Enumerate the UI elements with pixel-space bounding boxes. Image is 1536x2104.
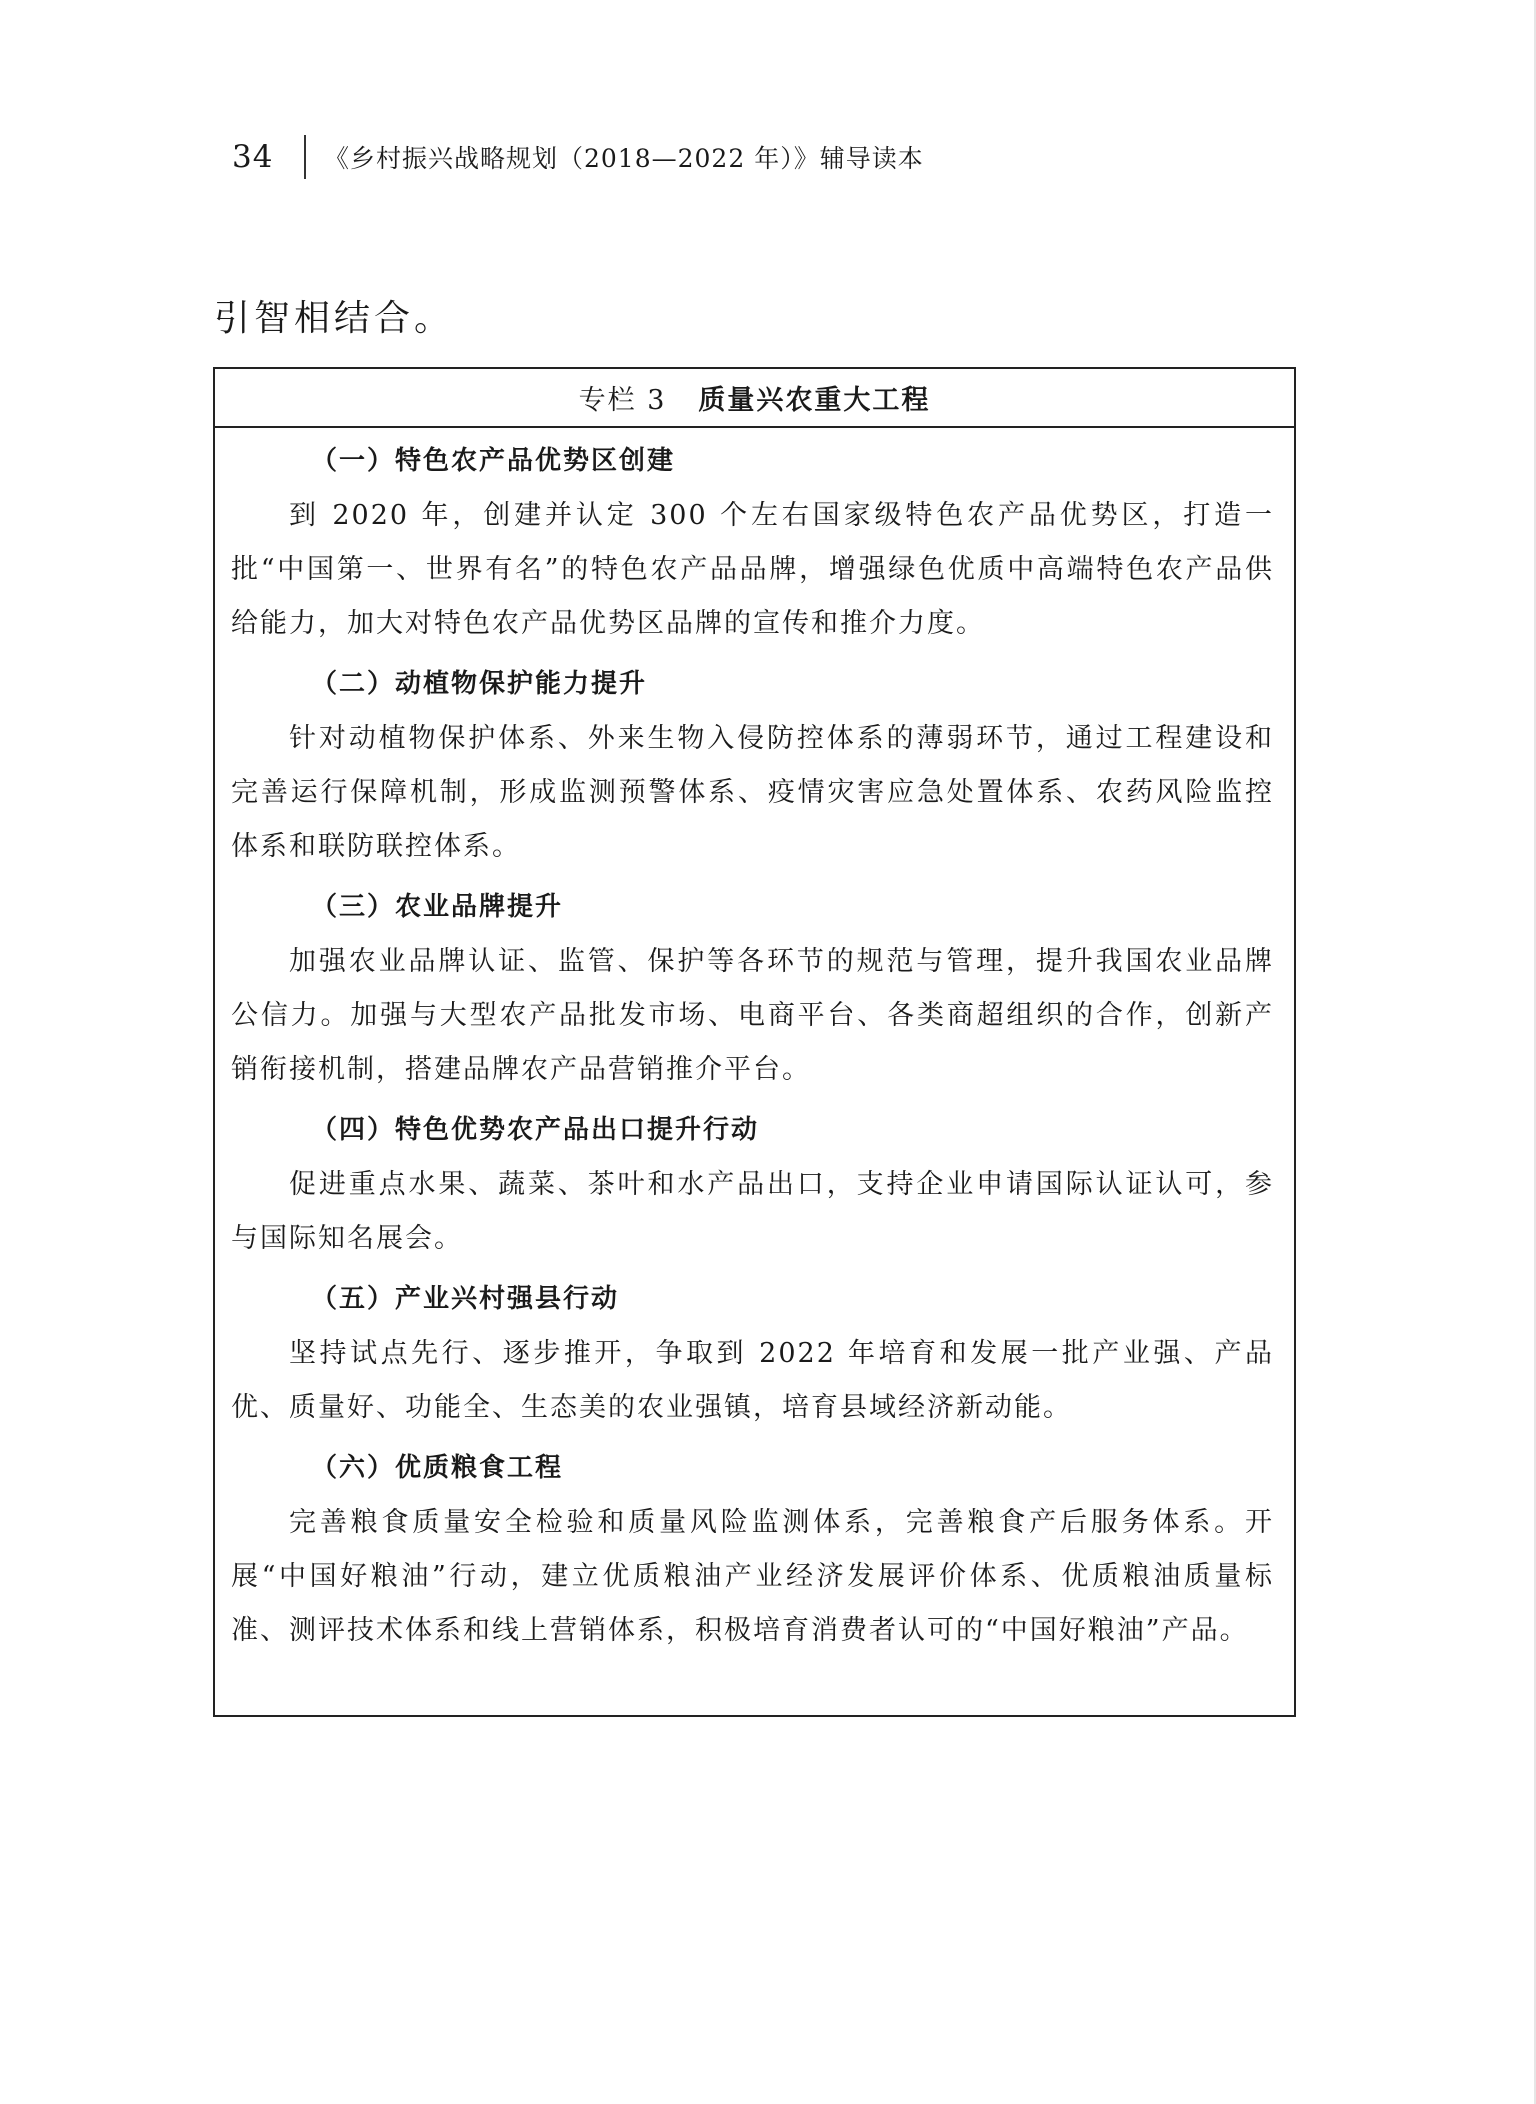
section-3	[231, 883, 1278, 1097]
section-4	[231, 1106, 1278, 1266]
book-title: 《乡村振兴战略规划（2018—2022 年）》辅导读本	[324, 144, 924, 173]
section-text: 促进重点水果、蔬菜、茶叶和水产品出口，支持企业申请国际认证认可，参与国际知名展会。	[231, 1169, 1274, 1254]
section-text: 坚持试点先行、逐步推开，争取到 2022 年培育和发展一批产业强、产品优、质量好、功能全、生态美的农业强镇，培育县域经济新动能。	[231, 1338, 1274, 1423]
feature-box-body	[215, 437, 1294, 1658]
section-heading: （二）动植物保护能力提升	[311, 669, 648, 699]
lead-paragraph-end: 引智相结合。	[214, 298, 455, 339]
section-5	[231, 1275, 1278, 1435]
section-text: 完善粮食质量安全检验和质量风险监测体系，完善粮食产后服务体系。开展“中国好粮油”行动，建立优质粮油产业经济发展评价体系、优质粮油质量标准、测评技术体系和线上营销体系，积极培育消费者认可的“中国好粮油”产品。	[231, 1507, 1274, 1646]
feature-box-header	[215, 369, 1294, 428]
feature-box-title: 质量兴农重大工程	[698, 385, 931, 416]
section-1	[231, 437, 1278, 651]
section-heading: （三）农业品牌提升	[311, 892, 564, 922]
section-heading: （四）特色优势农产品出口提升行动	[311, 1115, 760, 1145]
page-number: 34	[232, 139, 274, 175]
section-text: 加强农业品牌认证、监管、保护等各环节的规范与管理，提升我国农业品牌公信力。加强与大型农产品批发市场、电商平台、各类商超组织的合作，创新产销衔接机制，搭建品牌农产品营销推介平台。	[231, 946, 1274, 1085]
section-text: 针对动植物保护体系、外来生物入侵防控体系的薄弱环节，通过工程建设和完善运行保障机制，形成监测预警体系、疫情灾害应急处置体系、农药风险监控体系和联防联控体系。	[231, 723, 1274, 862]
feature-box-label: 专栏 3	[578, 385, 667, 416]
section-heading: （五）产业兴村强县行动	[311, 1284, 620, 1314]
header-divider	[304, 135, 306, 179]
section-2	[231, 660, 1278, 874]
section-text: 到 2020 年，创建并认定 300 个左右国家级特色农产品优势区，打造一批“中国第一、世界有名”的特色农产品品牌，增强绿色优质中高端特色农产品供给能力，加大对特色农产品优势区品牌的宣传和推介力度。	[231, 500, 1274, 639]
section-heading: （一）特色农产品优势区创建	[311, 446, 676, 476]
running-head	[232, 132, 924, 182]
feature-box	[213, 367, 1296, 1717]
section-heading: （六）优质粮食工程	[311, 1453, 564, 1483]
section-6	[231, 1444, 1278, 1658]
